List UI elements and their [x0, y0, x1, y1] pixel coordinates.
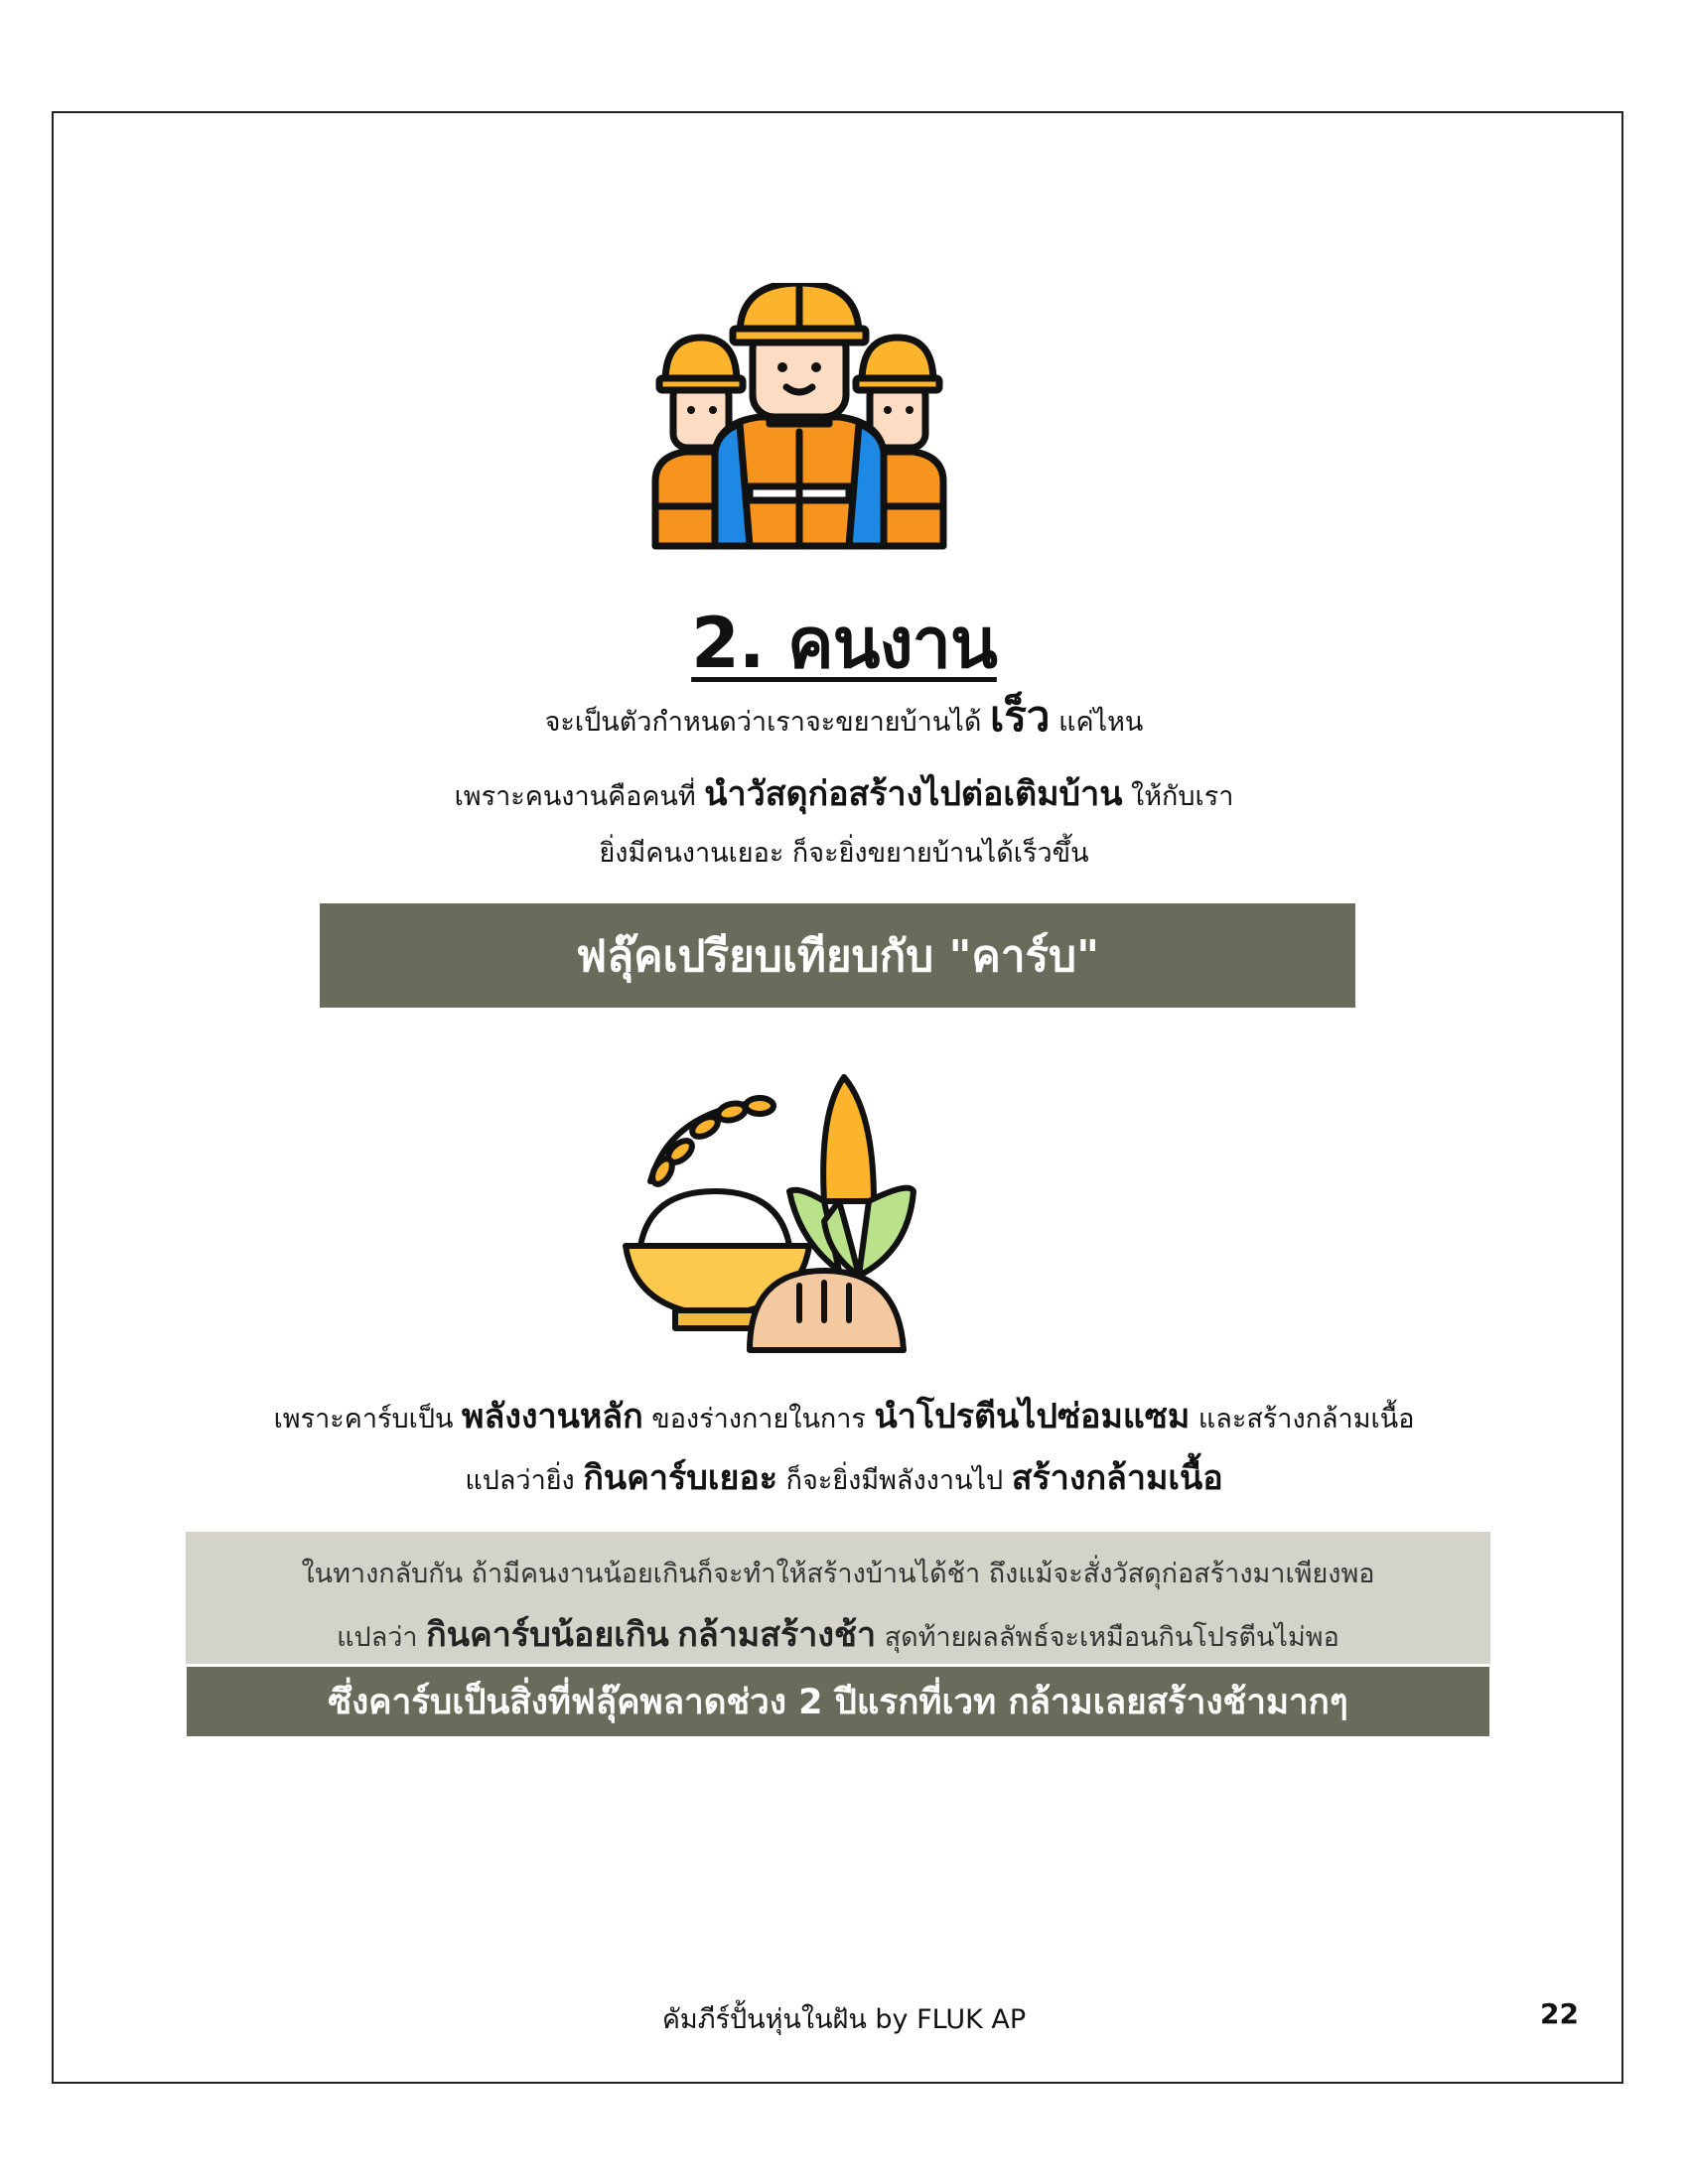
- emphasis-slow-muscle: กล้ามสร้างช้า: [677, 1615, 877, 1655]
- contrast-line-1: ในทางกลับกัน ถ้ามีคนงานน้อยเกินก็จะทำให้สร้างบ้านได้ช้า ถึงแม้จะสั่งวัสดุก่อสร้างมาเพียงพอ: [301, 1559, 1375, 1589]
- footer-text: คัมภีร์ปั้นหุ่นในฝัน by FLUK AP: [661, 2004, 1027, 2035]
- contrast-box: [186, 1532, 1490, 1664]
- emphasis-main-energy: พลังงานหลัก: [462, 1397, 643, 1436]
- emphasis-too-few-carbs: กินคาร์บน้อยเกิน: [426, 1615, 669, 1655]
- explain-line-2: แปลว่ายิ่ง กินคาร์บเยอะ ก็จะยิ่งมีพลังงานไป สร้างกล้ามเนื้อ: [465, 1458, 1223, 1498]
- emphasis-build-muscle: สร้างกล้ามเนื้อ: [1011, 1458, 1223, 1498]
- page-number: 22: [1540, 1997, 1579, 2030]
- section-title: 2. คนงาน: [691, 603, 997, 684]
- intro-line-1: จะเป็นตัวกำหนดว่าเราจะขยายบ้านได้ เร็ว แค่ไหน: [544, 692, 1144, 741]
- emphasis-bring-materials: นำวัสดุก่อสร้างไปต่อเติมบ้าน: [704, 774, 1123, 814]
- construction-workers-icon: [635, 283, 963, 551]
- emphasis-protein-repair: นำโปรตีนไปซ่อมแซม: [874, 1397, 1191, 1436]
- explain-line-1: เพราะคาร์บเป็น พลังงานหลัก ของร่างกายในการ นำโปรตีนไปซ่อมแซม และสร้างกล้ามเนื้อ: [273, 1397, 1415, 1436]
- conclusion-bar: ซึ่งคาร์บเป็นสิ่งที่ฟลุ๊คพลาดช่วง 2 ปีแรกที่เวท กล้ามเลยสร้างช้ามากๆ: [187, 1667, 1489, 1736]
- intro-line-2: เพราะคนงานคือคนที่ นำวัสดุก่อสร้างไปต่อเติมบ้าน ให้กับเรา: [454, 774, 1234, 814]
- emphasis-fast: เร็ว: [990, 692, 1051, 741]
- comparison-banner: ฟลุ๊คเปรียบเทียบกับ "คาร์บ": [320, 903, 1355, 1008]
- contrast-line-2: แปลว่า กินคาร์บน้อยเกิน กล้ามสร้างช้า สุดท้ายผลลัพธ์จะเหมือนกินโปรตีนไม่พอ: [337, 1615, 1339, 1655]
- intro-line-3: ยิ่งมีคนงานเยอะ ก็จะยิ่งขยายบ้านได้เร็วขึ้น: [599, 838, 1089, 869]
- emphasis-eat-more-carbs: กินคาร์บเยอะ: [583, 1458, 778, 1498]
- carbohydrate-foods-icon: [621, 1072, 928, 1355]
